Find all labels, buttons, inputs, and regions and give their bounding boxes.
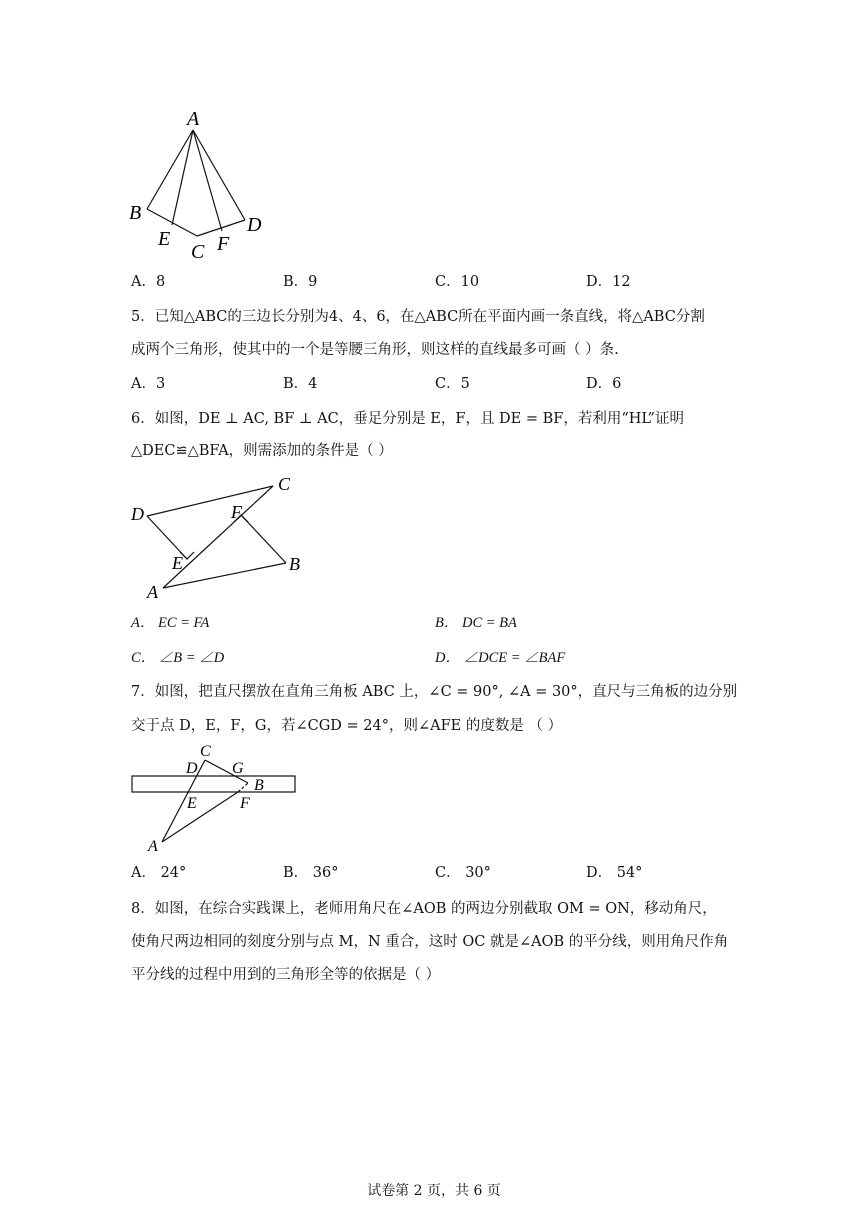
q8-line-2: 使角尺两边相同的刻度分别与点 M，N 重合，这时 OC 就是∠AOB 的平分线，则用角尺作角 [131,934,729,950]
q6-option-b: B． DC = BA [435,615,517,631]
label-d: D [186,760,198,777]
label-b: B [254,777,264,794]
q7-option-a: A． 24° [131,865,187,881]
q4-option-c: C．10 [435,274,480,290]
q5-option-b: B．4 [283,376,318,392]
q8-line-3: 平分线的过程中用到的三角形全等的依据是（ ） [131,967,441,983]
label-d: D [131,504,144,524]
q7-option-c: C． 30° [435,865,491,881]
figure-q4 [125,105,275,265]
label-f: F [231,502,242,522]
q6-option-a: A． EC = FA [131,615,210,631]
figure-q6 [125,470,315,605]
label-c: C [191,241,205,263]
label-g: G [232,760,244,777]
label-c: C [200,743,211,760]
q4-option-a: A．8 [131,274,166,290]
q6-option-d: D． ∠DCE = ∠BAF [435,650,566,666]
q4-option-b: B．9 [283,274,318,290]
q5-option-d: D．6 [586,376,622,392]
q6-line-1: 6．如图，DE ⊥ AC, BF ⊥ AC，垂足分别是 E，F，且 DE = BF，若利用“HL”证明 [131,411,684,427]
q7-line-2: 交于点 D，E，F，G，若∠CGD = 24°，则∠AFE 的度数是 （ ） [131,718,563,734]
label-e: E [158,228,171,250]
q8-line-1: 8．如图，在综合实践课上，老师用角尺在∠AOB 的两边分别截取 OM = ON，移动角尺， [131,901,717,917]
label-a: A [147,582,158,602]
q7-line-1: 7．如图，把直尺摆放在直角三角板 ABC 上，∠C = 90°, ∠A = 30°，直尺与三角板的边分别 [131,684,738,700]
label-a: A [187,108,200,130]
q5-option-c: C．5 [435,376,470,392]
label-a: A [148,838,158,855]
label-f: F [240,795,250,812]
figure-q7 [125,738,305,856]
label-c: C [278,474,291,494]
q7-option-d: D． 54° [586,865,643,881]
label-b: B [289,554,300,574]
label-e: E [172,553,183,573]
q4-option-d: D．12 [586,274,631,290]
q7-option-b: B． 36° [283,865,339,881]
label-b: B [129,202,142,224]
label-e: E [187,795,197,812]
q5-line-1: 5．已知△ABC的三边长分别为4、4、6，在△ABC所在平面内画一条直线，将△ABC分割 [131,309,705,325]
page-footer: 试卷第 2 页，共 6 页 [367,1183,501,1199]
label-d: D [247,214,262,236]
q6-line-2: △DEC≌△BFA，则需添加的条件是（ ） [131,443,393,459]
q5-option-a: A．3 [131,376,166,392]
q6-option-c: C． ∠B = ∠D [131,650,225,666]
q5-line-2: 成两个三角形，使其中的一个是等腰三角形，则这样的直线最多可画（ ）条. [131,342,619,358]
label-f: F [217,233,230,255]
